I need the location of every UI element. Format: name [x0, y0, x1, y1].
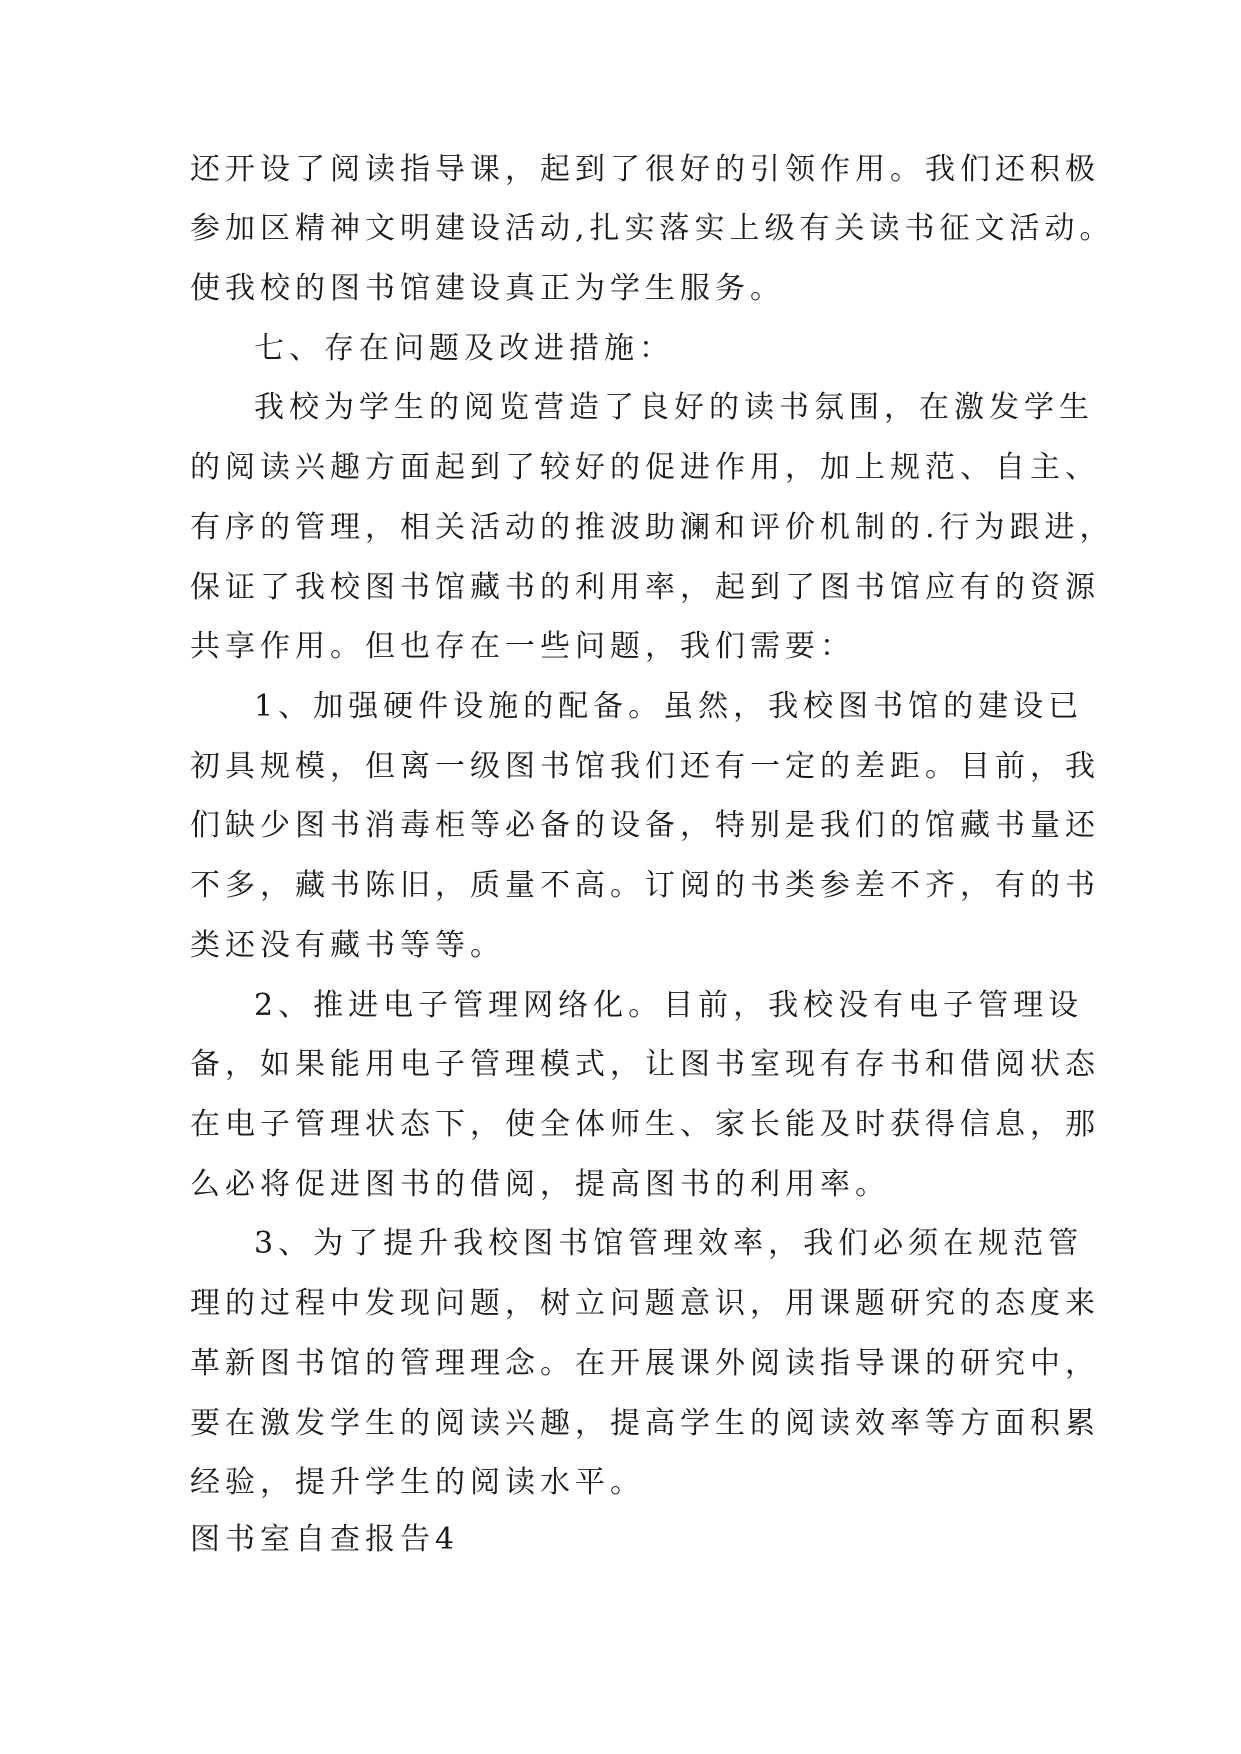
- section-heading: 七、存在问题及改进措施：: [254, 331, 674, 366]
- paragraph-line: 共享作用。但也存在一些问题，我们需要：: [190, 629, 855, 664]
- paragraph-line: 我校为学生的阅览营造了良好的读书氛围，在激发学生: [254, 390, 1094, 425]
- list-item-line: 2、推进电子管理网络化。目前，我校没有电子管理设: [254, 988, 1084, 1023]
- paragraph-line: 经验，提升学生的阅读水平。: [190, 1465, 645, 1500]
- paragraph-line: 还开设了阅读指导课，起到了很好的引领作用。我们还积极: [190, 152, 1100, 187]
- paragraph-line: 们缺少图书消毒柜等必备的设备，特别是我们的馆藏书量还: [190, 808, 1100, 843]
- document-title: 图书室自查报告4: [190, 1522, 460, 1557]
- paragraph-line: 保证了我校图书馆藏书的利用率，起到了图书馆应有的资源: [190, 570, 1100, 605]
- paragraph-line: 参加区精神文明建设活动,扎实落实上级有关读书征文活动。: [190, 211, 1115, 246]
- paragraph-line: 在电子管理状态下，使全体师生、家长能及时获得信息，那: [190, 1107, 1100, 1142]
- paragraph-line: 有序的管理，相关活动的推波助澜和评价机制的.行为跟进，: [190, 510, 1115, 545]
- paragraph-line: 备，如果能用电子管理模式，让图书室现有存书和借阅状态: [190, 1047, 1100, 1082]
- paragraph-line: 使我校的图书馆建设真正为学生服务。: [190, 271, 785, 306]
- paragraph-line: 革新图书馆的管理理念。在开展课外阅读指导课的研究中，: [190, 1346, 1100, 1381]
- paragraph-line: 的阅读兴趣方面起到了较好的促进作用，加上规范、自主、: [190, 450, 1100, 485]
- paragraph-line: 不多，藏书陈旧，质量不高。订阅的书类参差不齐，有的书: [190, 868, 1100, 903]
- paragraph-line: 类还没有藏书等等。: [190, 928, 505, 963]
- paragraph-line: 要在激发学生的阅读兴趣，提高学生的阅读效率等方面积累: [190, 1406, 1100, 1441]
- paragraph-line: 初具规模，但离一级图书馆我们还有一定的差距。目前，我: [190, 749, 1100, 784]
- list-item-line: 1、加强硬件设施的配备。虽然，我校图书馆的建设已: [254, 689, 1084, 724]
- list-item-line: 3、为了提升我校图书馆管理效率，我们必须在规范管: [254, 1226, 1084, 1261]
- paragraph-line: 么必将促进图书的借阅，提高图书的利用率。: [190, 1167, 890, 1202]
- paragraph-line: 理的过程中发现问题，树立问题意识，用课题研究的态度来: [190, 1286, 1100, 1321]
